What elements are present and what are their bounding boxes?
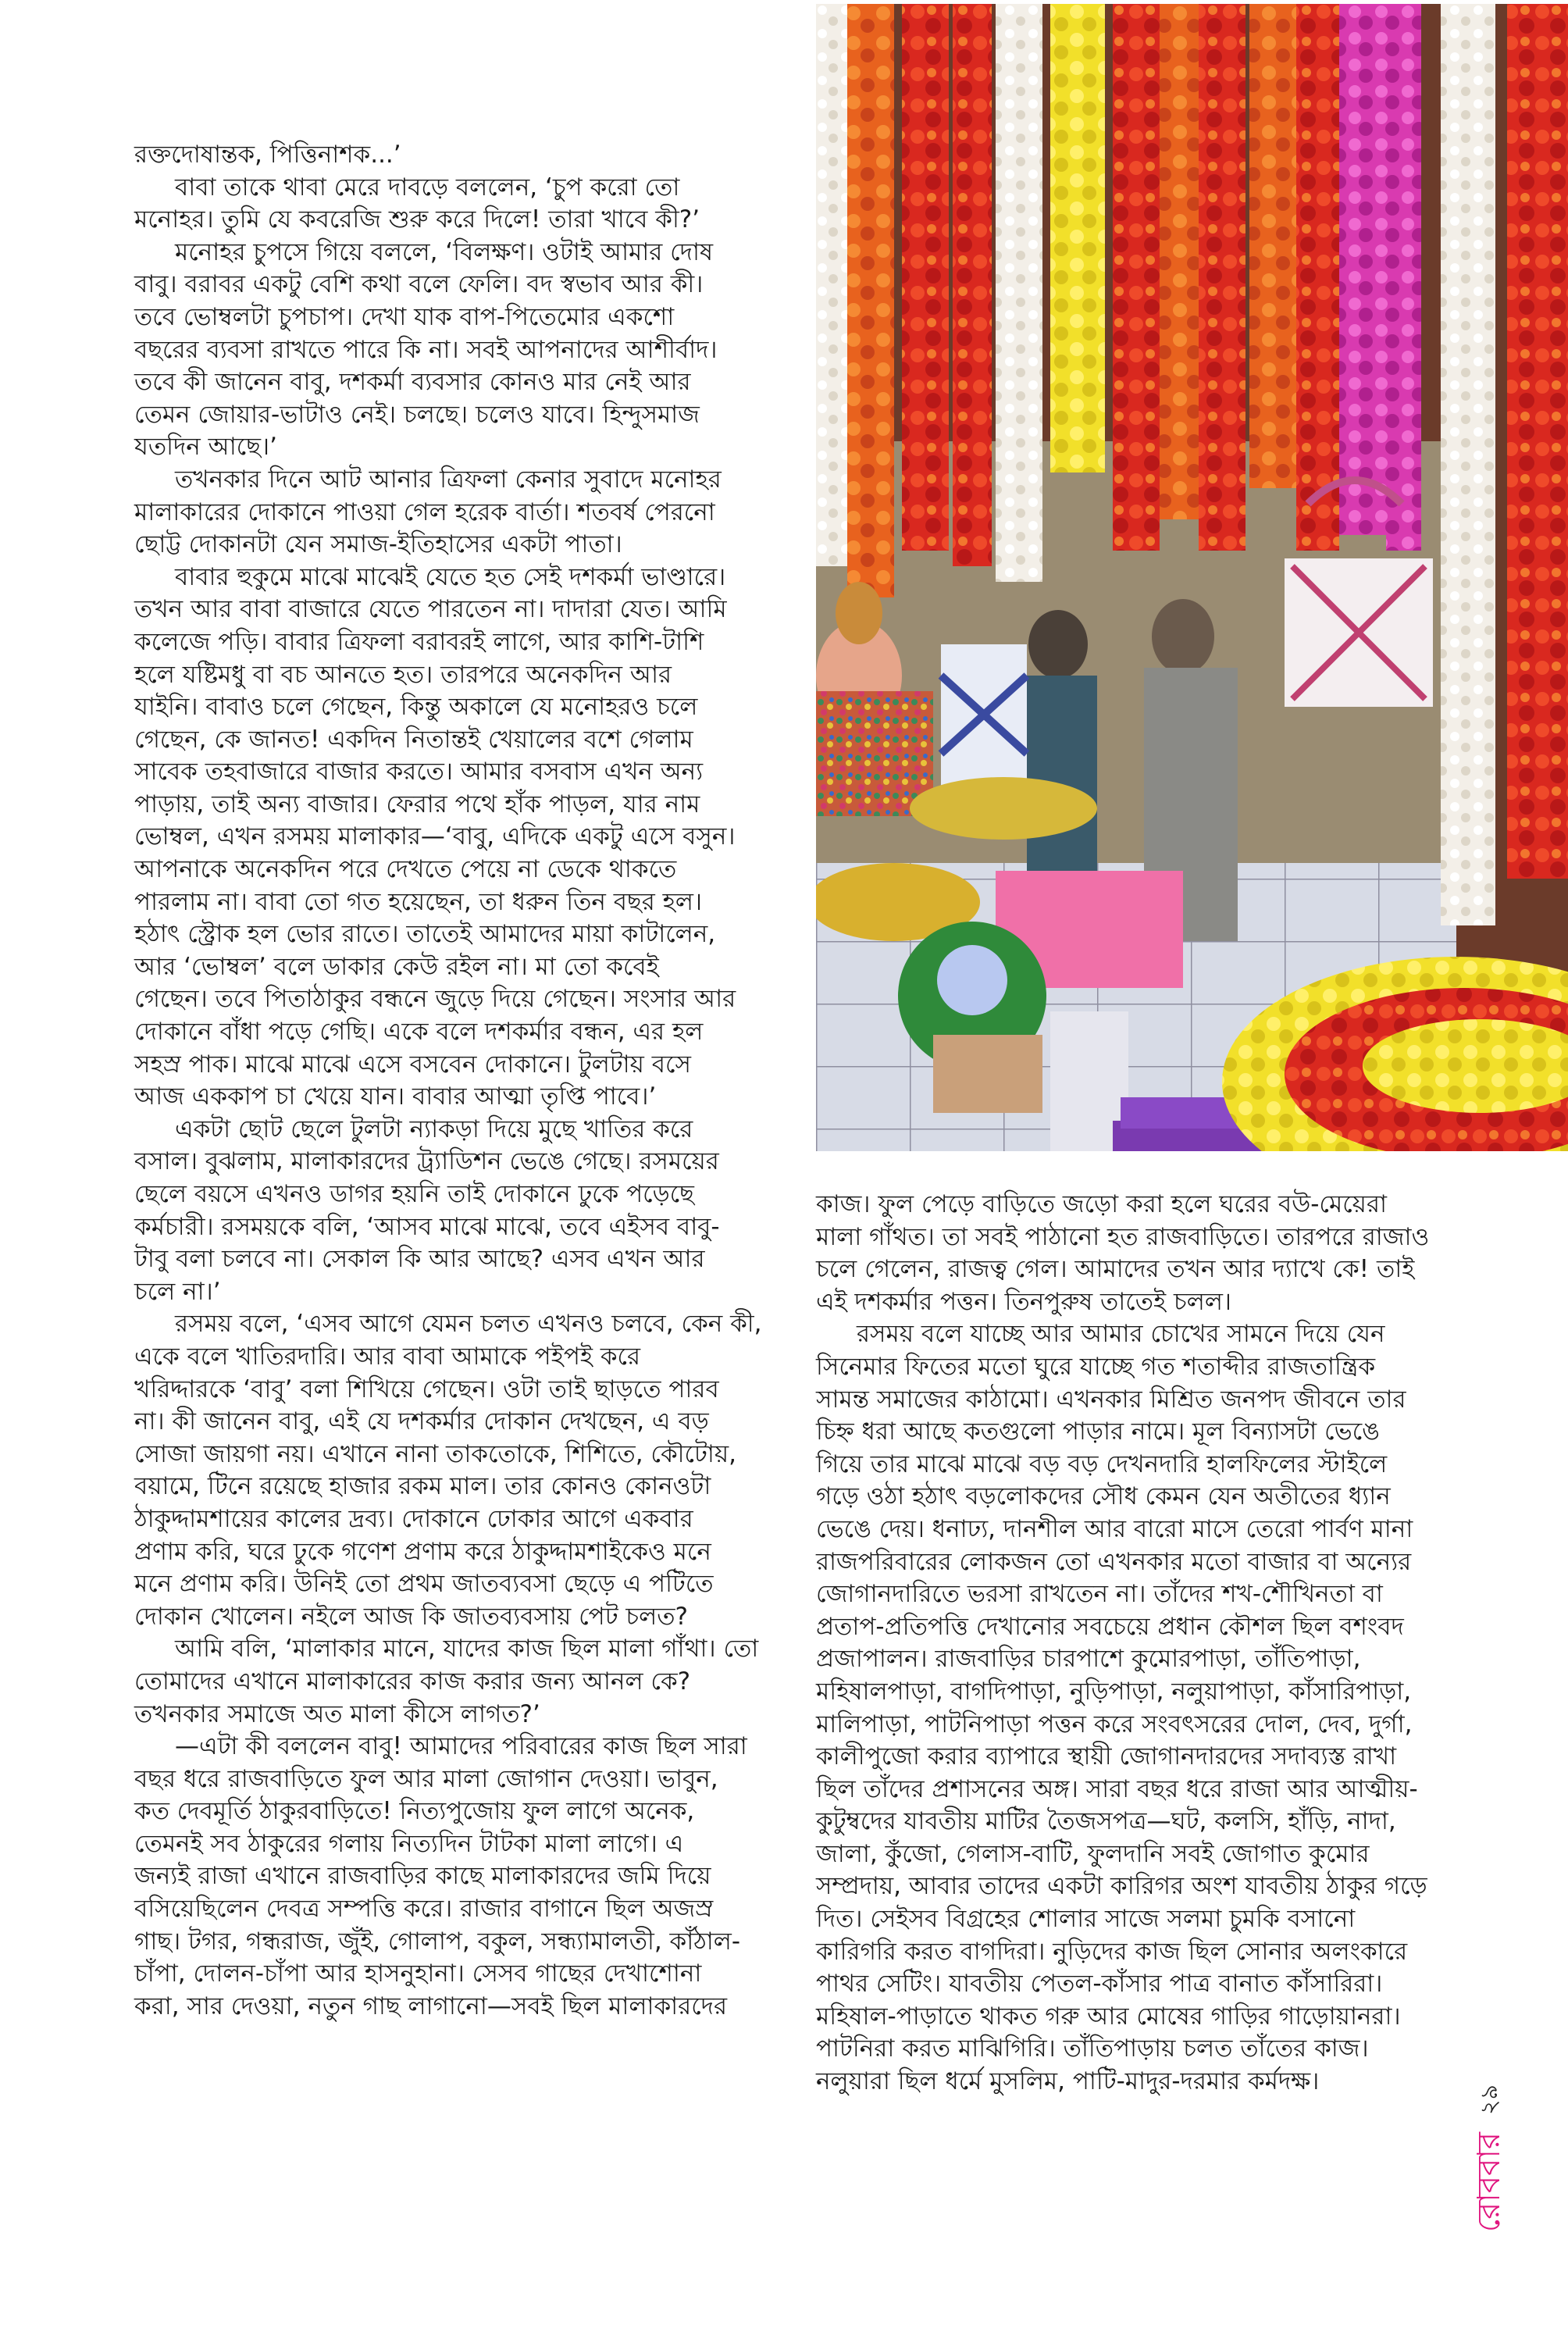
article-line: প্রতাপ-প্রতিপত্তি দেখানোর সবচেয়ে প্রধান কৌশল ছিল বশংবদ [816,1612,1404,1641]
article-line: এই দশকর্মার পত্তন। তিনপুরুষ তাতেই চলল। [816,1287,1232,1316]
article-line: ছিল তাঁদের প্রশাসনের অঙ্গ। সারা বছর ধরে রাজা আর আত্মীয়- [816,1774,1418,1803]
article-line: সিনেমার ফিতের মতো ঘুরে যাচ্ছে গত শতাব্দীর রাজতান্ত্রিক [816,1352,1376,1381]
article-line: জালা, কুঁজো, গেলাস-বাটি, ফুলদানি সবই জোগাত কুমোর [816,1839,1370,1868]
article-line: —এটা কী বললেন বাবু! আমাদের পরিবারের কাজ ছিল সারা [175,1732,747,1761]
article-line: একটা ছোট ছেলে টুলটা ন্যাকড়া দিয়ে মুছে খাতির করে [175,1114,693,1143]
article-line: চলে গেলেন, রাজত্ব গেল। আমাদের তখন আর দ্যাখে কে! তাই [816,1255,1415,1284]
article-line: মালাকারের দোকানে পাওয়া গেল হরেক বার্তা। শতবর্ষ পেরনো [134,497,715,526]
market-photo [816,4,1568,1151]
article-line: আপনাকে অনেকদিন পরে দেখতে পেয়ে না ডেকে থাকতে [134,855,677,884]
article-line: বাবার হুকুমে মাঝে মাঝেই যেতে হত সেই দশকর্মা ভাণ্ডারে। [175,562,726,591]
article-line: মহিষালপাড়া, বাগদিপাড়া, নুড়িপাড়া, নলুয়াপাড়া, কাঁসারিপাড়া, [816,1677,1412,1706]
article-line: জন্যই রাজা এখানে রাজবাড়ির কাছে মালাকারদের জমি দিয়ে [134,1862,711,1891]
article-line: বসিয়েছিলেন দেবত্র সম্পত্তি করে। রাজার বাগানে ছিল অজস্র [134,1895,714,1924]
article-line: মনোহর। তুমি যে কবরেজি শুরু করে দিলে! তারা খাবে কী?’ [134,205,700,234]
article-line: বছর ধরে রাজবাড়িতে ফুল আর মালা জোগান দেওয়া। ভাবুন, [134,1764,718,1793]
article-line: বসাল। বুঝলাম, মালাকারদের ট্র্যাডিশন ভেঙে গেছে। রসময়ের [134,1147,719,1176]
article-line: চাঁপা, দোলন-চাঁপা আর হাসনুহানা। সেসব গাছের দেখাশোনা [134,1960,702,1988]
article-line: সোজা জায়গা নয়। এখানে নানা তাকতোকে, শিশিতে, কৌটোয়, [134,1439,736,1468]
article-line: হলে যষ্টিমধু বা বচ আনতে হত। তারপরে অনেকদিন আর [134,660,672,689]
article-line: চিহ্ন ধরা আছে কতগুলো পাড়ার নামে। মূল বিন্যাসটা ভেঙে [816,1417,1380,1446]
magazine-name: রোববার [1470,2132,1507,2232]
article-line: বছরের ব্যবসা রাখতে পারে কি না। সবই আপনাদের আশীর্বাদ। [134,335,718,364]
article-line: বয়ামে, টিনে রয়েছে হাজার রকম মাল। তার কোনও কোনওটা [134,1472,711,1501]
article-line: মনোহর চুপসে গিয়ে বললে, ‘বিলক্ষণ। ওটাই আমার দোষ [175,237,714,266]
article-line: রসময় বলে, ‘এসব আগে যেমন চলত এখনও চলবে, কেন কী, [175,1310,762,1339]
article-line: চলে না।’ [134,1277,221,1306]
article-line: সম্প্রদায়, আবার তাদের একটা কারিগর অংশ যাবতীয় ঠাকুর গড়ে [816,1872,1427,1901]
article-line: গাছ। টগর, গন্ধরাজ, জুঁই, গোলাপ, বকুল, সন্ধ্যামালতী, কাঁঠাল- [134,1927,741,1956]
article-line: তেমন জোয়ার-ভাটাও নেই। চলছে। চলেও যাবে। হিন্দুসমাজ [134,400,700,429]
article-line: দোকান খোলেন। নইলে আজ কি জাতব্যবসায় পেট চলত? [134,1602,688,1631]
article-line: দোকানে বাঁধা পড়ে গেছি। একে বলে দশকর্মার বন্ধন, এর হল [134,1018,704,1047]
page-folio [1466,2052,1513,2232]
article-line: হঠাৎ স্ট্রোক হল ভোর রাতে। তাতেই আমাদের মায়া কাটালেন, [134,920,716,949]
article-line: রাজপরিবারের লোকজন তো এখনকার মতো বাজার বা অন্যের [816,1547,1412,1576]
article-line: কুটুম্বদের যাবতীয় মাটির তৈজসপত্র—ঘট, কলসি, হাঁড়ি, নাদা, [816,1807,1396,1836]
page-number: ২৯ [1475,2084,1503,2116]
article-line: আর ‘ভোম্বল’ বলে ডাকার কেউ রইল না। মা তো কবেই [134,952,659,981]
article-line: সামন্ত সমাজের কাঠামো। এখনকার মিশ্রিত জনপদ জীবনে তার [816,1385,1406,1414]
article-line: কারিগরি করত বাগদিরা। নুড়িদের কাজ ছিল সোনার অলংকারে [816,1937,1408,1966]
article-line: কত দেবমূর্তি ঠাকুরবাড়িতে! নিত্যপুজোয় ফুল লাগে অনেক, [134,1797,695,1826]
article-line: সাবেক তহবাজারে বাজার করতে। আমার বসবাস এখন অন্য [134,758,704,786]
article-line: ভোম্বল, এখন রসময় মালাকার—‘বাবু, এদিকে একটু এসে বসুন। [134,822,736,851]
article-line: করা, সার দেওয়া, নতুন গাছ লাগানো—সবই ছিল মালাকারদের [134,1992,727,2020]
article-line: খরিদ্দারকে ‘বাবু’ বলা শিখিয়ে গেছেন। ওটা তাই ছাড়তে পারব [134,1375,719,1403]
article-line: গেছেন। তবে পিতাঠাকুর বন্ধনে জুড়ে দিয়ে গেছেন। সংসার আর [134,985,736,1014]
article-right-column [816,1189,1503,2099]
article-line: বাবু। বরাবর একটু বেশি কথা বলে ফেলি। বদ স্বভাব আর কী। [134,270,704,299]
article-line: ভেঙে দেয়। ধনাঢ্য, দানশীল আর বারো মাসে তেরো পার্বণ মানা [816,1514,1413,1543]
article-line: ছোট্ট দোকানটা যেন সমাজ-ইতিহাসের একটা পাতা। [134,530,622,559]
article-line: যাইনি। বাবাও চলে গেছেন, কিন্তু অকালে যে মনোহরও চলে [134,693,698,722]
article-left-column [134,139,806,2023]
article-line: গেছেন, কে জানত! একদিন নিতান্তই খেয়ালের বশে গেলাম [134,725,693,754]
article-line: জোগানদারিতে ভরসা রাখতেন না। তাঁদের শখ-শৌখিনতা বা [816,1580,1383,1609]
article-line: তখনকার সমাজে অত মালা কীসে লাগত?’ [134,1699,540,1728]
article-line: ঠাকুদ্দামশায়ের কালের দ্রব্য। দোকানে ঢোকার আগে একবার [134,1504,693,1533]
article-line: একে বলে খাতিরদারি। আর বাবা আমাকে পইপই করে [134,1342,641,1371]
article-line: কাজ। ফুল পেড়ে বাড়িতে জড়ো করা হলে ঘরের বউ-মেয়েরা [816,1190,1387,1218]
article-line: না। কী জানেন বাবু, এই যে দশকর্মার দোকান দেখছেন, এ বড় [134,1407,709,1436]
article-line: নলুয়ারা ছিল ধর্মে মুসলিম, পাটি-মাদুর-দরমার কর্মদক্ষ। [816,2067,1320,2096]
article-line: পাথর সেটিং। যাবতীয় পেতল-কাঁসার পাত্র বানাত কাঁসারিরা। [816,1970,1383,1999]
article-line: পাটনিরা করত মাঝিগিরি। তাঁতিপাড়ায় চলত তাঁতের কাজ। [816,2034,1369,2063]
article-line: প্রণাম করি, ঘরে ঢুকে গণেশ প্রণাম করে ঠাকুদ্দামশাইকেও মনে [134,1537,711,1566]
article-line: গড়ে ওঠা হঠাৎ বড়লোকদের সৌধ কেমন যেন অতীতের ধ্যান [816,1482,1391,1511]
article-line: সহস্র পাক। মাঝে মাঝে এসে বসবেন দোকানে। টুলটায় বসে [134,1050,691,1079]
article-line: যতদিন আছে।’ [134,433,277,462]
article-line: প্রজাপালন। রাজবাড়ির চারপাশে কুমোরপাড়া, তাঁতিপাড়া, [816,1645,1361,1674]
article-line: তবে কী জানেন বাবু, দশকর্মা ব্যবসার কোনও মার নেই আর [134,368,691,397]
article-line: মহিষাল-পাড়াতে থাকত গরু আর মোষের গাড়ির গাড়োয়ানরা। [816,2002,1401,2031]
article-line: ছেলে বয়সে এখনও ডাগর হয়নি তাই দোকানে ঢুকে পড়েছে [134,1180,694,1208]
article-line: রক্তদোষান্তক, পিত্তিনাশক...’ [134,141,401,169]
article-line: তবে ভোম্বলটা চুপচাপ। দেখা যাক বাপ-পিতেমোর একশো [134,302,675,331]
article-line: রসময় বলে যাচ্ছে আর আমার চোখের সামনে দিয়ে যেন [857,1320,1385,1349]
article-line: তখন আর বাবা বাজারে যেতে পারতেন না। দাদারা যেত। আমি [134,595,727,624]
article-line: কালীপুজো করার ব্যাপারে স্থায়ী জোগানদারদের সদাব্যস্ত রাখা [816,1742,1397,1771]
article-line: আমি বলি, ‘মালাকার মানে, যাদের কাজ ছিল মালা গাঁথা। তো [175,1635,759,1664]
article-line: টাবু বলা চলবে না। সেকাল কি আর আছে? এসব এখন আর [134,1245,705,1274]
article-line: তেমনই সব ঠাকুরের গলায় নিত্যদিন টাটকা মালা লাগে। এ [134,1829,684,1858]
article-line: বাবা তাকে থাবা মেরে দাবড়ে বললেন, ‘চুপ করো তো [175,173,680,201]
article-line: কর্মচারী। রসময়কে বলি, ‘আসব মাঝে মাঝে, তবে এইসব বাবু- [134,1212,720,1241]
article-line: মনে প্রণাম করি। উনিই তো প্রথম জাতব্যবসা ছেড়ে এ পটিতে [134,1570,714,1599]
article-line: দিত। সেইসব বিগ্রহের শোলার সাজে সলমা চুমকি বসানো [816,1905,1356,1934]
article-line: পারলাম না। বাবা তো গত হয়েছেন, তা ধরুন তিন বছর হল। [134,887,703,916]
article-line: আজ এককাপ চা খেয়ে যান। বাবার আত্মা তৃপ্তি পাবে।’ [134,1082,657,1111]
article-line: মালা গাঁথত। তা সবই পাঠানো হত রাজবাড়িতে। তারপরে রাজাও [816,1222,1430,1251]
article-line: মালিপাড়া, পাটনিপাড়া পত্তন করে সংবৎসরের দোল, দেব, দুর্গা, [816,1710,1413,1738]
article-line: কলেজে পড়ি। বাবার ত্রিফলা বরাবরই লাগে, আর কাশি-টাশি [134,627,704,656]
article-line: পাড়ায়, তাই অন্য বাজার। ফেরার পথে হাঁক পাড়ল, যার নাম [134,790,700,818]
article-line: গিয়ে তার মাঝে মাঝে বড় বড় দেখনদারি হালফিলের স্টাইলে [816,1450,1388,1478]
article-line: তোমাদের এখানে মালাকারের কাজ করার জন্য আনল কে? [134,1667,691,1696]
article-line: তখনকার দিনে আট আনার ত্রিফলা কেনার সুবাদে মনোহর [175,465,722,494]
flower-shop-illustration [816,4,1568,1151]
